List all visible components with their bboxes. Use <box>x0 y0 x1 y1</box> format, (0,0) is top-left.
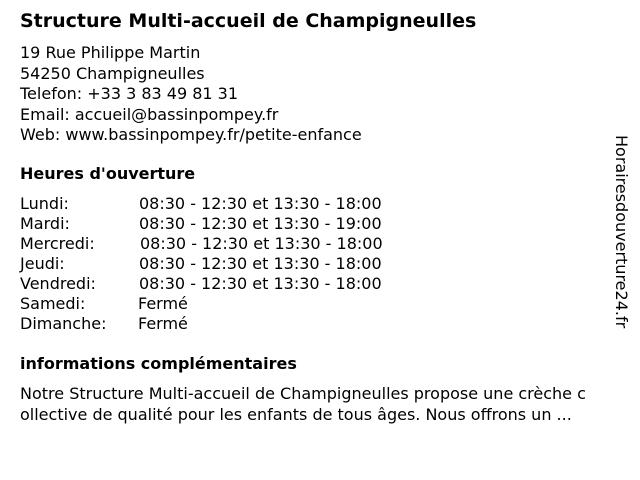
hours-row-thursday <box>20 254 480 274</box>
day-label: Mercredi: <box>20 234 95 253</box>
info-heading: informations complémentaires <box>20 354 297 373</box>
hours-row-monday <box>20 194 480 214</box>
day-label: Mardi: <box>20 214 70 233</box>
info-paragraph <box>20 383 640 425</box>
address-block <box>20 43 362 146</box>
hours-row-saturday <box>20 294 480 314</box>
day-label: Vendredi: <box>20 274 96 293</box>
hours-row-sunday <box>20 314 480 334</box>
hours-row-friday <box>20 274 480 294</box>
hours-value: Fermé <box>138 314 188 333</box>
hours-row-wednesday <box>20 234 480 254</box>
day-label: Lundi: <box>20 194 69 213</box>
page-title: Structure Multi-accueil de Champigneulles <box>20 10 477 32</box>
hours-heading: Heures d'ouverture <box>20 164 196 183</box>
street-address: 19 Rue Philippe Martin <box>20 43 201 62</box>
hours-value: 08:30 - 12:30 et 13:30 - 18:00 <box>139 254 382 273</box>
city-address: 54250 Champigneulles <box>20 63 205 83</box>
day-label: Jeudi: <box>20 254 65 273</box>
email-address: Email: accueil@bassinpompey.fr <box>20 104 279 124</box>
hours-value: 08:30 - 12:30 et 13:30 - 18:00 <box>140 234 383 253</box>
hours-value: 08:30 - 12:30 et 13:30 - 18:00 <box>139 194 382 213</box>
hours-value: 08:30 - 12:30 et 13:30 - 19:00 <box>139 214 382 233</box>
day-label: Samedi: <box>20 294 86 313</box>
watermark: Horairesdouverture24.fr <box>612 135 631 329</box>
phone-number: Telefon: +33 3 83 49 81 31 <box>20 84 239 103</box>
info-line: Notre Structure Multi-accueil de Champigneulles propose une crèche c <box>20 384 586 403</box>
day-label: Dimanche: <box>20 314 107 333</box>
opening-hours-table <box>20 194 480 334</box>
hours-value: 08:30 - 12:30 et 13:30 - 18:00 <box>139 274 382 293</box>
website-url: Web: www.bassinpompey.fr/petite-enfance <box>20 125 362 144</box>
hours-row-tuesday <box>20 214 480 234</box>
info-line: ollective de qualité pour les enfants de tous âges. Nous offrons un ... <box>20 405 572 424</box>
hours-value: Fermé <box>138 294 188 313</box>
